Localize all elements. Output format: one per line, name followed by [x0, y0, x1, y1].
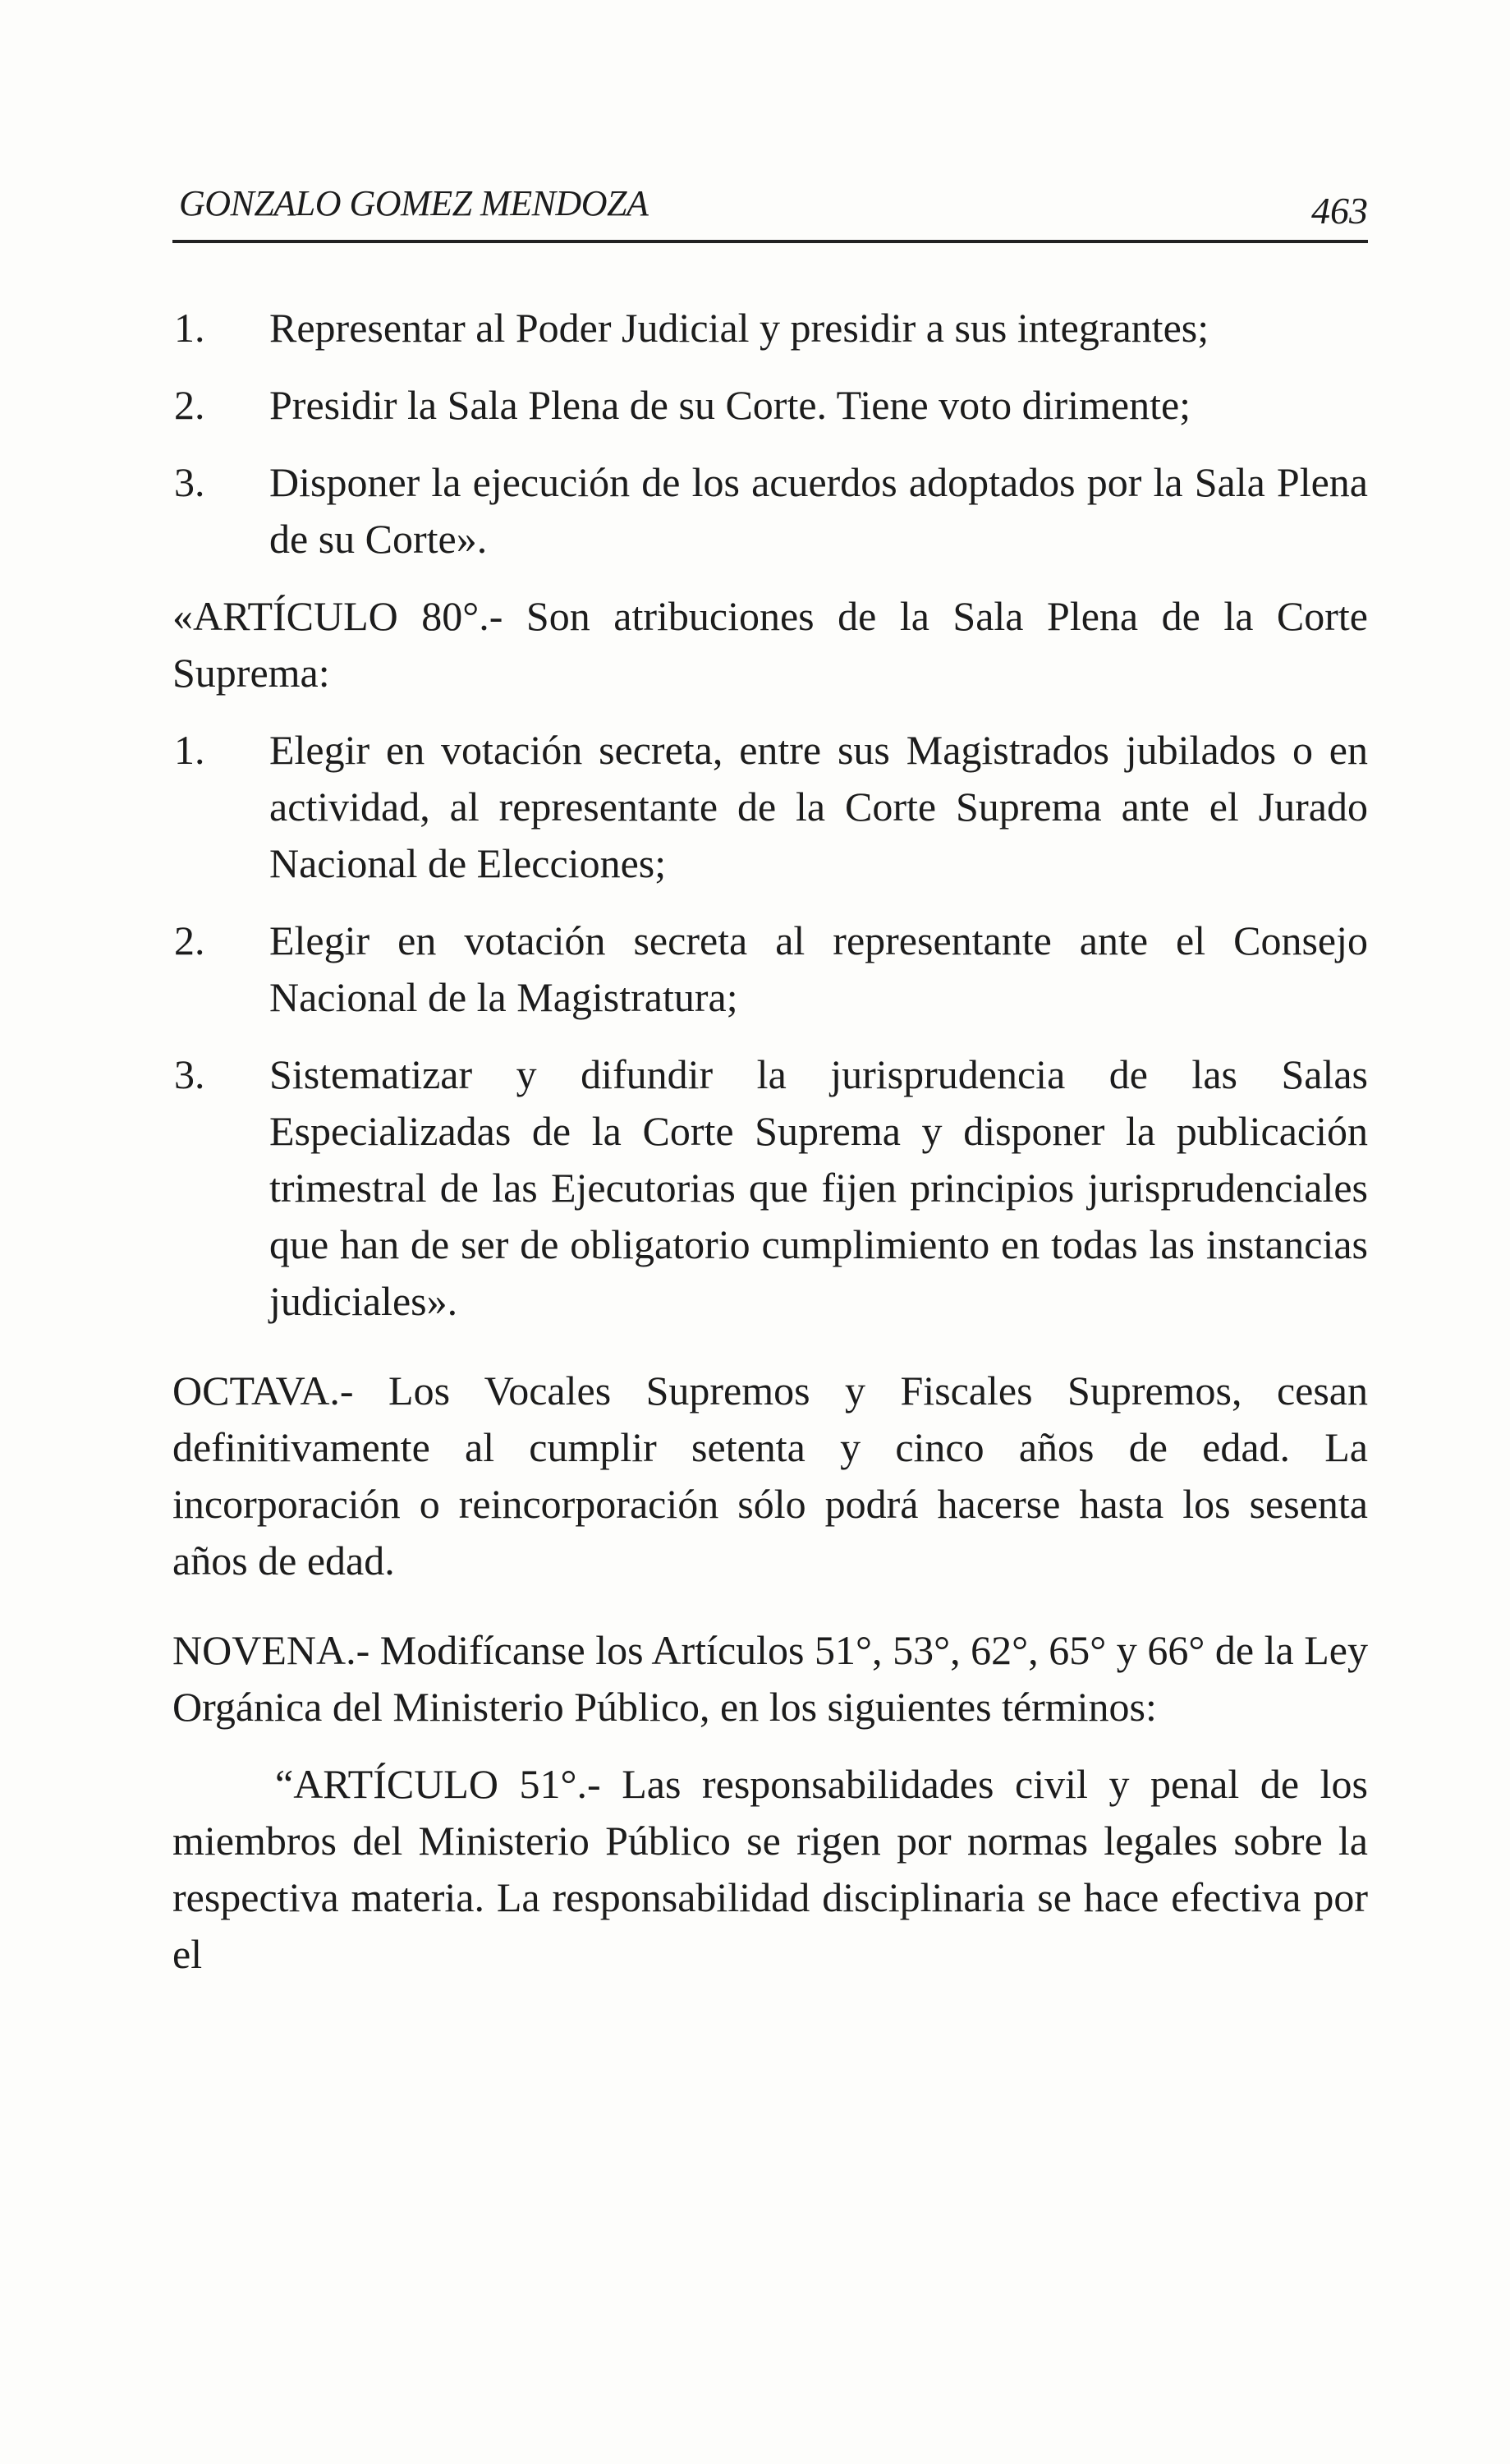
list-item-text: Elegir en votación secreta, entre sus Magistrados jubilados o en actividad, al representante de la Corte Suprema ante el Jurado Nacional de Elecciones; — [269, 727, 1368, 886]
page-number: 463 — [1311, 190, 1368, 232]
list-item-text: Sistematizar y difundir la jurisprudencia de las Salas Especializadas de la Corte Suprema y disponer la publicación trimestral de las Ejecutorias que fijen principios jurisprudenciales que han de ser de obligatorio cumplimiento en todas las instancias judiciales». — [269, 1051, 1368, 1324]
list-item-text: Elegir en votación secreta al representante ante el Consejo Nacional de la Magistratura; — [269, 917, 1368, 1020]
list-item-text: Presidir la Sala Plena de su Corte. Tiene voto dirimente; — [269, 382, 1191, 428]
list-item — [172, 300, 1368, 356]
list-item-text: Representar al Poder Judicial y presidir a sus integrantes; — [269, 305, 1209, 351]
list-item — [172, 1046, 1368, 1330]
running-header — [172, 164, 1368, 243]
page-body — [172, 300, 1368, 2003]
list-item-number: 2. — [174, 382, 205, 428]
list-president-duties — [172, 300, 1368, 568]
header-rule — [172, 240, 1368, 243]
list-item — [172, 913, 1368, 1026]
list-item-text: Disponer la ejecución de los acuerdos adoptados por la Sala Plena de su Corte». — [269, 459, 1368, 562]
header-author: GONZALO GOMEZ MENDOZA — [179, 183, 649, 223]
list-item-number: 3. — [174, 1051, 205, 1097]
list-item-number: 1. — [174, 727, 205, 773]
list-sala-plena-duties — [172, 722, 1368, 1330]
list-item — [172, 377, 1368, 434]
octava-paragraph: OCTAVA.- Los Vocales Supremos y Fiscales Supremos, cesan definitivamente al cumplir setenta y cinco años de edad. La incorporación o reincorporación sólo podrá hacerse hasta los sesenta años de edad. — [172, 1368, 1368, 1584]
article-80-intro: «ARTÍCULO 80°.- Son atribuciones de la Sala Plena de la Corte Suprema: — [172, 593, 1368, 696]
list-item — [172, 722, 1368, 892]
list-item-number: 3. — [174, 459, 205, 505]
list-item-number: 2. — [174, 917, 205, 963]
list-item-number: 1. — [174, 305, 205, 351]
novena-paragraph: NOVENA.- Modifícanse los Artículos 51°, 53°, 62°, 65° y 66° de la Ley Orgánica del Ministerio Público, en los siguientes términos: — [172, 1627, 1368, 1730]
list-item — [172, 454, 1368, 568]
article-51-paragraph: “ARTÍCULO 51°.- Las responsabilidades civil y penal de los miembros del Ministerio Público se rigen por normas legales sobre la respectiva materia. La responsabilidad disciplinaria se hace efectiva por el — [172, 1761, 1368, 1977]
